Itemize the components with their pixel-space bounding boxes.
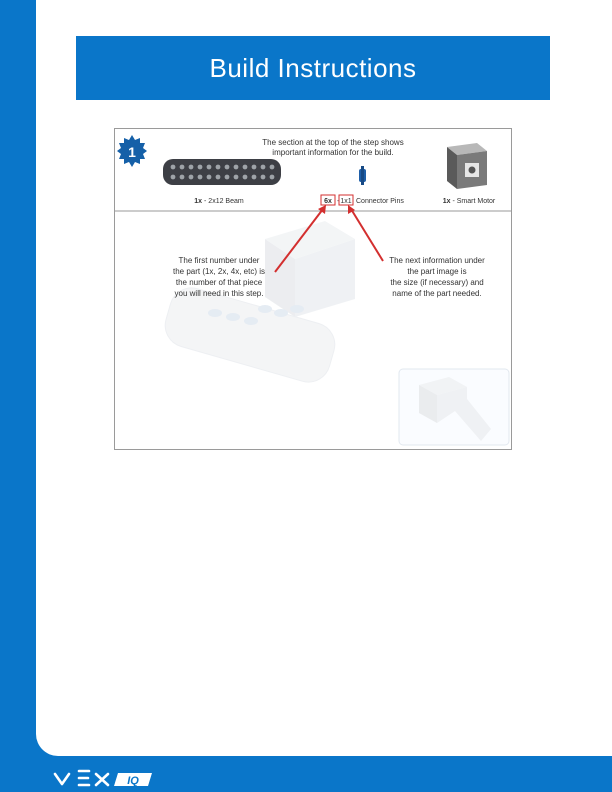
faded-assembly-illustration [160, 221, 509, 445]
instruction-figure [114, 128, 512, 450]
size-arrow [351, 209, 383, 261]
vex-iq-logo [52, 764, 162, 788]
smart-motor-image [447, 143, 487, 189]
beam-quantity: 1x [194, 198, 203, 205]
motor-quantity: 1x [442, 198, 451, 205]
svg-text:the number of that piece: the number of that piece [175, 278, 263, 287]
svg-text:name of the part needed.: name of the part needed. [392, 289, 482, 298]
svg-text:1x - Smart Motor [443, 198, 496, 205]
step-number-badge [117, 135, 147, 167]
pin-size: 1x1 [340, 198, 352, 205]
svg-text:-: - [337, 198, 340, 205]
pin-quantity: 6x [324, 198, 332, 205]
svg-text:you will need in this step.: you will need in this step. [174, 289, 264, 298]
step-header-text-1: The section at the top of the step shows [262, 138, 404, 147]
svg-text:the part image is: the part image is [407, 267, 467, 276]
beam-2x12-image [163, 159, 281, 185]
quantity-callout [173, 256, 265, 298]
svg-text:The first number under: The first number under [178, 256, 260, 265]
svg-text:1x - 2x12 Beam [194, 198, 244, 205]
page-title-banner [76, 36, 550, 100]
svg-text:IQ: IQ [127, 775, 139, 787]
svg-text:the size (if necessary) and: the size (if necessary) and [390, 278, 484, 287]
motor-name: - Smart Motor [450, 198, 496, 205]
pin-name: Connector Pins [356, 198, 404, 205]
svg-text:the part (1x, 2x, 4x, etc) is: the part (1x, 2x, 4x, etc) is [172, 267, 266, 276]
part-size-callout [389, 256, 485, 298]
step-number: 1 [128, 144, 136, 160]
step-header-text-2: important information for the build. [272, 148, 394, 157]
beam-name: - 2x12 Beam [202, 198, 244, 205]
page-title: Build Instructions [209, 52, 417, 83]
svg-text:The next information under: The next information under [389, 256, 485, 265]
connector-pin-image [359, 166, 366, 185]
